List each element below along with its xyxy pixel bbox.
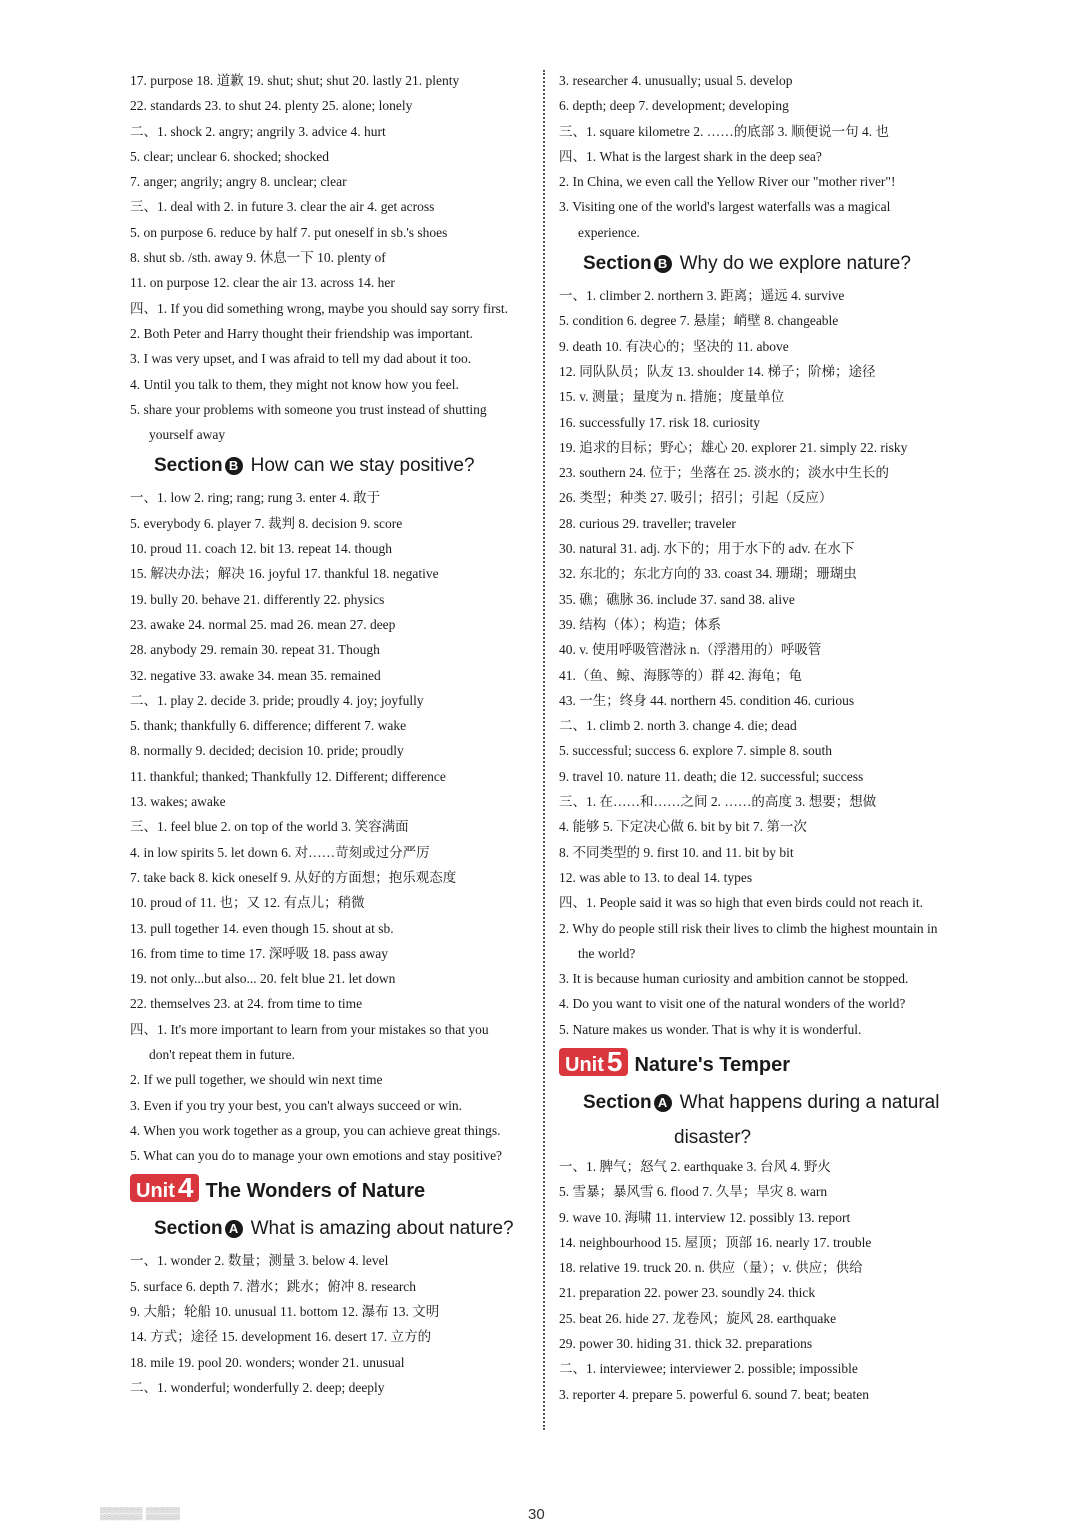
unit-heading [559,1046,964,1084]
answer-line: 三、1. square kilometre 2. ……的底部 3. 顺便说一句 4. 也 [559,123,889,139]
answer-line: 二、1. climb 2. north 3. change 4. die; dead [559,718,797,734]
answer-line: 15. v. 测量；量度为 n. 措施；度量单位 [559,389,785,405]
answer-line: 23. awake 24. normal 25. mad 26. mean 27. deep [130,616,396,632]
answer-line: 5. thank; thankfully 6. difference; different 7. wake [130,718,407,734]
answer-line: 四、1. It's more important to learn from your mistakes so that you [130,1021,489,1037]
answer-line: 19. 追求的目标；野心；雄心 20. explorer 21. simply 22. risky [559,439,908,455]
left-column [130,68,535,1400]
answer-line: 40. v. 使用呼吸管潜泳 n.（浮潜用的）呼吸管 [559,642,822,658]
answer-line: 32. negative 33. awake 34. mean 35. remained [130,667,381,683]
answer-line: 3. Visiting one of the world's largest waterfalls was a magical [559,199,891,215]
answer-line: 6. depth; deep 7. development; developing [559,98,789,114]
section-title: Why do we explore nature? [679,253,911,275]
answer-line: 21. preparation 22. power 23. soundly 24. thick [559,1285,816,1301]
answer-line: 15. 解决办法；解决 16. joyful 17. thankful 18. negative [130,566,439,582]
answer-line: 28. anybody 29. remain 30. repeat 31. Though [130,642,380,658]
section-label: Section [154,455,223,477]
answer-line: 9. wave 10. 海啸 11. interview 12. possibly 13. report [559,1209,851,1225]
answer-line: 3. I was very upset, and I was afraid to tell my dad about it too. [130,351,472,367]
answer-line: 5. 雪暴；暴风雪 6. flood 7. 久旱；旱灾 8. warn [559,1184,828,1200]
answer-line: yourself away [149,427,226,443]
right-column [559,68,964,1407]
answer-line: 13. wakes; awake [130,794,226,810]
section-letter-badge: B [654,255,672,273]
answer-line: 10. proud 11. coach 12. bit 13. repeat 14. though [130,541,392,557]
answer-line: 30. natural 31. adj. 水下的；用于水下的 adv. 在水下 [559,541,855,557]
answer-line: 一、1. low 2. ring; rang; rung 3. enter 4. 敢于 [130,490,381,506]
answer-line: 18. relative 19. truck 20. n. 供应（量）；v. 供应；供给 [559,1260,863,1276]
answer-line: 二、1. shock 2. angry; angrily 3. advice 4. hurt [130,123,386,139]
section-letter-badge: A [654,1094,672,1112]
page-number: 30 [528,1506,545,1523]
answer-line: 8. shut sb. /sth. away 9. 休息一下 10. plenty of [130,250,386,266]
section-heading [154,447,535,485]
answer-line: 22. standards 23. to shut 24. plenty 25. alone; lonely [130,98,413,114]
answer-line: 22. themselves 23. at 24. from time to time [130,996,363,1012]
section-heading [583,245,964,283]
answer-line: 17. purpose 18. 道歉 19. shut; shut; shut 20. lastly 21. plenty [130,73,460,88]
answer-line: 8. 不同类型的 9. first 10. and 11. bit by bit [559,844,794,860]
section-heading [583,1084,964,1122]
answer-line: 23. southern 24. 位于；坐落在 25. 淡水的；淡水中生长的 [559,465,889,481]
answer-line: 28. curious 29. traveller; traveler [559,515,736,531]
answer-line: 35. 礁；礁脉 36. include 37. sand 38. alive [559,591,795,607]
answer-line: 5. What can you do to manage your own emotions and stay positive? [130,1148,503,1164]
answer-line: 5. surface 6. depth 7. 潜水；跳水；俯冲 8. research [130,1278,417,1294]
section-title: How can we stay positive? [250,455,475,477]
answer-line: don't repeat them in future. [149,1046,296,1062]
section-label: Section [154,1218,223,1240]
answer-line: 9. travel 10. nature 11. death; die 12. successful; success [559,768,864,784]
column-divider [543,70,545,1430]
answer-line: 9. 大船；轮船 10. unusual 11. bottom 12. 瀑布 13. 文明 [130,1304,440,1320]
unit-title: Nature's Temper [634,1053,791,1076]
answer-line: 一、1. wonder 2. 数量；测量 3. below 4. level [130,1253,389,1269]
answer-line: 18. mile 19. pool 20. wonders; wonder 21. unusual [130,1354,405,1370]
answer-line: 7. anger; angrily; angry 8. unclear; clear [130,174,347,190]
unit-label: Unit [136,1180,175,1203]
unit-number: 4 [177,1172,194,1204]
answer-line: 4. Do you want to visit one of the natural wonders of the world? [559,996,906,1012]
answer-line: 5. everybody 6. player 7. 裁判 8. decision 9. score [130,515,403,531]
answer-line: 5. condition 6. degree 7. 悬崖；峭壁 8. changeable [559,313,839,329]
answer-line: 32. 东北的；东北方向的 33. coast 34. 珊瑚；珊瑚虫 [559,566,857,582]
answer-line: 3. Even if you try your best, you can't always succeed or win. [130,1097,462,1113]
answer-line: 4. 能够 5. 下定决心做 6. bit by bit 7. 第一次 [559,819,807,835]
unit-number: 5 [606,1045,623,1077]
answer-line: 3. researcher 4. unusually; usual 5. develop [559,73,793,88]
answer-line: 一、1. 脾气；怒气 2. earthquake 3. 台风 4. 野火 [559,1158,831,1174]
answer-line: 2. Both Peter and Harry thought their friendship was important. [130,325,474,341]
answer-line: 三、1. deal with 2. in future 3. clear the air 4. get across [130,199,435,215]
section-letter-badge: B [225,457,243,475]
answer-line: 3. reporter 4. prepare 5. powerful 6. sound 7. beat; beaten [559,1386,870,1402]
answer-line: the world? [578,945,636,961]
answer-line: 一、1. climber 2. northern 3. 距离；遥远 4. survive [559,288,845,304]
answer-line: 10. proud of 11. 也；又 12. 有点儿；稍微 [130,895,365,911]
answer-line: 16. successfully 17. risk 18. curiosity [559,414,760,430]
answer-line: 8. normally 9. decided; decision 10. pride; proudly [130,743,404,759]
answer-line: 四、1. People said it was so high that even birds could not reach it. [559,895,924,911]
section-heading [154,1210,535,1248]
section-label: Section [583,253,652,275]
answer-line: 19. bully 20. behave 21. differently 22. physics [130,591,385,607]
answer-line: 14. neighbourhood 15. 屋顶；顶部 16. nearly 17. trouble [559,1234,872,1250]
section-title: What is amazing about nature? [250,1218,514,1240]
answer-line: 5. clear; unclear 6. shocked; shocked [130,148,330,164]
unit-badge [559,1045,628,1077]
unit-badge [130,1174,199,1202]
answer-line: 三、1. feel blue 2. on top of the world 3. 笑容满面 [130,819,409,835]
answer-line: 5. Nature makes us wonder. That is why it is wonderful. [559,1021,862,1037]
answer-line: 19. not only...but also... 20. felt blue 21. let down [130,971,396,987]
answer-line: 二、1. play 2. decide 3. pride; proudly 4. joy; joyfully [130,692,424,708]
answer-line: 4. Until you talk to them, they might not know how you feel. [130,376,459,392]
section-title: What happens during a natural [679,1091,940,1113]
unit-heading [130,1172,535,1210]
answer-line: 三、1. 在……和……之间 2. ……的高度 3. 想要；想做 [559,794,877,810]
answer-line: 14. 方式；途径 15. development 16. desert 17. 立方的 [130,1329,432,1345]
answer-line: 四、1. What is the largest shark in the deep sea? [559,148,822,164]
answer-line: 39. 结构（体）；构造；体系 [559,616,721,632]
answer-line: 25. beat 26. hide 27. 龙卷风；旋风 28. earthquake [559,1310,837,1326]
section-letter-badge: A [225,1220,243,1238]
answer-line: 16. from time to time 17. 深呼吸 18. pass away [130,945,388,961]
section-title-continued: disaster? [674,1126,752,1148]
answer-line: experience. [578,224,640,240]
answer-line: 26. 类型；种类 27. 吸引；招引；引起（反应） [559,490,833,506]
unit-title: The Wonders of Nature [205,1180,426,1203]
section-label: Section [583,1091,652,1113]
answer-line: 2. If we pull together, we should win next time [130,1072,383,1088]
answer-line: 5. successful; success 6. explore 7. simple 8. south [559,743,832,759]
answer-line: 29. power 30. hiding 31. thick 32. preparations [559,1336,813,1352]
answer-line: 4. in low spirits 5. let down 6. 对……苛刻或过分严厉 [130,844,430,860]
answer-line: 二、1. wonderful; wonderfully 2. deep; deeply [130,1379,385,1395]
answer-line: 四、1. If you did something wrong, maybe you should say sorry first. [130,300,508,316]
unit-label: Unit [565,1053,604,1076]
answer-line: 9. death 10. 有决心的；坚决的 11. above [559,338,789,354]
answer-line: 4. When you work together as a group, you can achieve great things. [130,1122,501,1138]
answer-line: 5. share your problems with someone you trust instead of shutting [130,401,487,417]
answer-line: 12. was able to 13. to deal 14. types [559,869,753,885]
answer-line: 11. on purpose 12. clear the air 13. across 14. her [130,275,395,291]
answer-line: 5. on purpose 6. reduce by half 7. put oneself in sb.'s shoes [130,224,448,240]
answer-line: 二、1. interviewee; interviewer 2. possible; impossible [559,1361,858,1377]
answer-line: 3. It is because human curiosity and ambition cannot be stopped. [559,971,909,987]
answer-line: 13. pull together 14. even though 15. shout at sb. [130,920,394,936]
answer-line: 12. 同队队员；队友 13. shoulder 14. 梯子；阶梯；途径 [559,363,876,379]
answer-line: 2. Why do people still risk their lives to climb the highest mountain in [559,920,938,936]
answer-line: 7. take back 8. kick oneself 9. 从好的方面想；抱乐观态度 [130,869,457,885]
answer-line: 41.（鱼、鲸、海豚等的）群 42. 海龟；龟 [559,667,802,683]
answer-line: 2. In China, we even call the Yellow River our "mother river"! [559,174,896,190]
answer-line: 43. 一生；终身 44. northern 45. condition 46. curious [559,692,855,708]
footer-watermark-logo: ▒▒▒▒▒ ▒▒▒▒ [100,1506,180,1520]
answer-line: 11. thankful; thanked; Thankfully 12. Different; difference [130,768,446,784]
